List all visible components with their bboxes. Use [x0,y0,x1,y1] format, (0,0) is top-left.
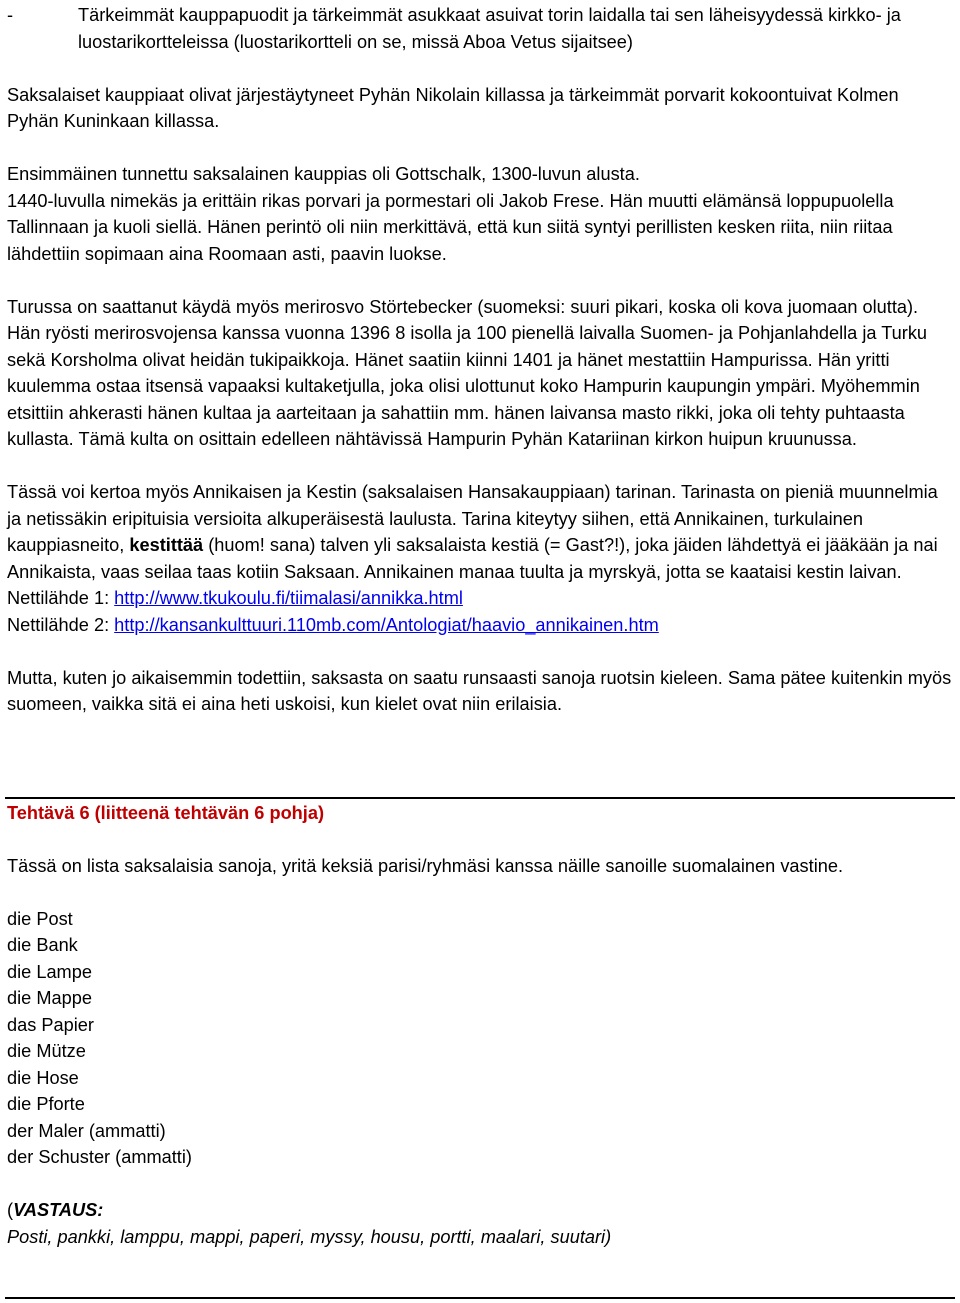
word-item: das Papier [7,1014,94,1035]
section-divider-bottom [5,1297,955,1299]
annikainen-text-after: (huom! sana) talven yli saksalaista kestiä (= Gast?!), joka jäiden lähdettyä ei jääkään ja nai Annikaista, vaas seilaa taas kotiin Saksaan. Annikainen manaa tuulta ja myrskyä, jotta se kaataisi kestin laivan. [7,535,938,582]
word-item: die Mappe [7,988,92,1008]
word-item: die Hose [7,1067,79,1088]
source2-label: Nettilähde 2: [7,614,115,635]
word-item: die Bank [7,935,78,955]
intro-bullet-text: Tärkeimmät kauppapuodit ja tärkeimmät asukkaat asuivat torin laidalla tai sen läheisyydessä kirkko- ja luostarikortteleissa (luostarikortteli on se, missä Aboa Vetus sijaitsee) [78,5,901,52]
paragraph-loanwords: Mutta, kuten jo aikaisemmin todettiin, saksasta on saatu runsaasti sanoja ruotsin kieleen. Sama pätee kuitenkin myös suomeen, vaikka sitä ei aina heti uskoisi, kun kielet ovat niin erilaisia. [7,667,952,714]
task-title: Tehtävä 6 (liitteenä tehtävän 6 pohja) [7,802,325,823]
annikainen-bold-word: kestittää [129,535,204,555]
answer-heading [7,1197,955,1224]
word-item: der Schuster (ammatti) [7,1147,192,1167]
paragraph-first-merchant: Ensimmäinen tunnettu saksalainen kauppias oli Gottschalk, 1300-luvun alusta. [7,164,640,184]
answer-label: VASTAUS: [13,1200,104,1220]
paragraph-merchants: Saksalaiset kauppiaat olivat järjestäytyneet Pyhän Nikolain killassa ja tärkeimmät porvarit kokoontuivat Kolmen Pyhän Kuninkaan killassa. [7,84,899,131]
source-line-1 [7,585,955,612]
source1-label: Nettilähde 1: [7,588,115,608]
source-line-2 [7,612,955,639]
paragraph-stortebecker: Turussa on saattanut käydä myös merirosvo Störtebecker (suomeksi: suuri pikari, koska oli kova juomaan olutta). Hän ryösti merirosvojensa kanssa vuonna 1396 8 isolla ja 100 pienellä laivalla Suomen- ja Pohjanlahdella ja Turku sekä Korsholma olivat heidän tukipaikkoja. Hänet saatiin kiinni 1401 ja hänet mestattiin Hampurissa. Hän yritti kuulemma ostaa itsensä vapaaksi kultaketjulla, joka olisi ulottunut koko Hampurin kaupungin ympäri. Myöhemmin etsittiin ahkerasti hänen kultaa ja aarteitaan ja sahattiin mm. hänen laivansa masto rikki, joka oli tehty puhtaasta kullasta. Tämä kulta on osittain edelleen nähtävissä Hampurin Pyhän Katariinan kirkon huipun kruunussa. [7,296,928,449]
paragraph-frese: 1440-luvulla nimekäs ja erittäin rikas porvari ja pormestari oli Jakob Frese. Hän muutti elämänsä loppupuolella Tallinnaan ja kuoli siellä. Hänen perintö oli niin merkittävä, että kun siitä syntyi perillisten kesken riita, niin riitaa lähdettiin sopimaan aina Roomaan asti, paavin luokse. [7,190,894,264]
answer-text: Posti, pankki, lamppu, mappi, paperi, myssy, housu, portti, maalari, suutari) [7,1226,612,1247]
annikainen-text-before: Tässä voi kertoa myös Annikaisen ja Kestin (saksalaisen Hansakauppiaan) tarinan. Tarinasta on pieniä muunnelmia ja netissäkin eripituisia versioita alkuperäisestä laulusta. Tarina kiteytyy siihen, että Annikainen, turkulainen kauppiasneito, [7,482,938,555]
source1-link[interactable]: http://www.tkukoulu.fi/tiimalasi/annikka.html [114,588,463,608]
paragraph-annikainen [7,479,955,585]
task-instruction: Tässä on lista saksalaisia sanoja, yritä keksiä parisi/ryhmäsi kanssa näille sanoille suomalainen vastine. [7,855,844,876]
answer-open-paren: ( [7,1200,14,1220]
word-item: die Pforte [7,1094,85,1114]
bullet-dash: - [7,5,14,25]
word-item: die Lampe [7,961,92,982]
source2-link[interactable]: http://kansankulttuuri.110mb.com/Antologiat/haavio_annikainen.htm [114,614,659,635]
document-page [7,0,955,1250]
section-divider-top [5,797,955,799]
word-item: die Mütze [7,1041,86,1061]
word-item: der Maler (ammatti) [7,1120,166,1141]
word-item: die Post [7,908,73,929]
word-list [7,906,955,1171]
intro-bullet [7,2,955,55]
